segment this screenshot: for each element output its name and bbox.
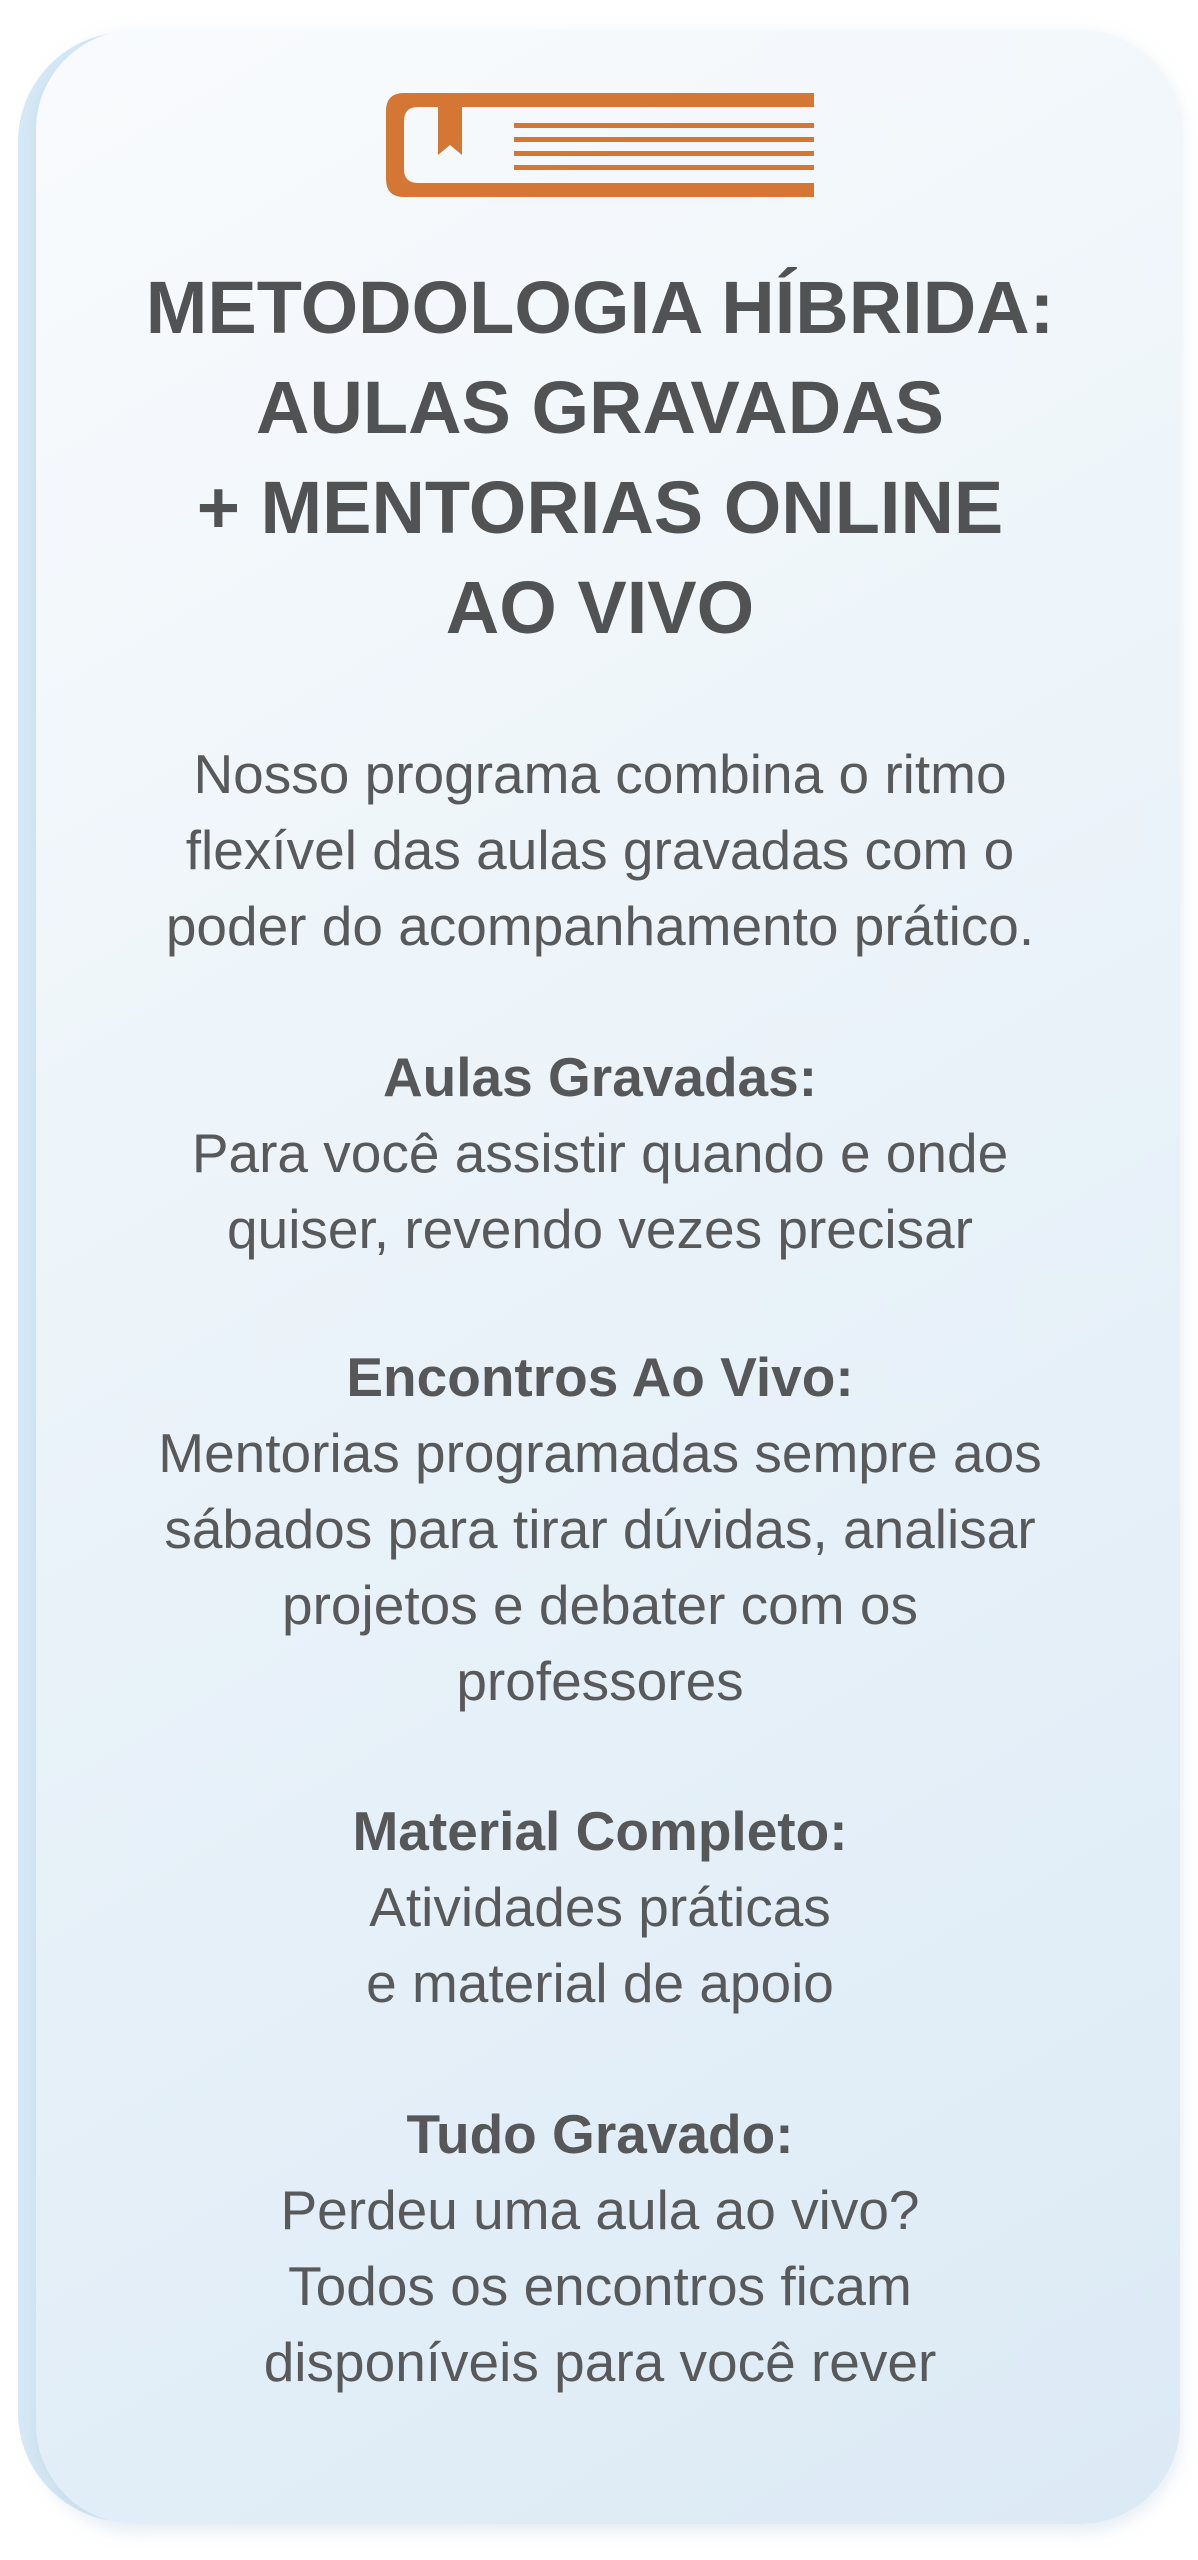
section-aulas-gravadas [60, 1039, 1140, 1267]
intro-line: Nosso programa combina o ritmo [193, 743, 1007, 805]
intro-paragraph [60, 736, 1140, 964]
section-encontros-ao-vivo [60, 1339, 1140, 1719]
title-line: METODOLOGIA HÍBRIDA: [145, 266, 1055, 349]
section-line: Todos os encontros ficam [288, 2255, 912, 2317]
title-line: + MENTORIAS ONLINE [196, 466, 1004, 549]
section-heading: Material Completo: [352, 1800, 848, 1862]
section-line: Mentorias programadas sempre aos [158, 1422, 1042, 1484]
section-line: professores [456, 1650, 744, 1712]
title-line: AO VIVO [445, 566, 755, 649]
title-line: AULAS GRAVADAS [256, 366, 944, 449]
section-line: projetos e debater com os [282, 1574, 918, 1636]
section-line: Para você assistir quando e onde [191, 1122, 1009, 1184]
section-line: disponíveis para você rever [263, 2331, 937, 2393]
section-line: Perdeu uma aula ao vivo? [280, 2179, 920, 2241]
intro-line: poder do acompanhamento prático. [165, 895, 1035, 957]
section-line: sábados para tirar dúvidas, analisar [164, 1498, 1036, 1560]
section-heading: Encontros Ao Vivo: [346, 1346, 854, 1408]
section-line: e material de apoio [366, 1952, 834, 2014]
section-heading: Tudo Gravado: [406, 2103, 794, 2165]
section-line: Atividades práticas [369, 1876, 831, 1938]
page-title [60, 258, 1140, 658]
section-heading: Aulas Gravadas: [382, 1046, 818, 1108]
section-tudo-gravado [60, 2096, 1140, 2400]
book-icon [386, 93, 814, 197]
section-line: quiser, revendo vezes precisar [227, 1198, 973, 1260]
section-material-completo [60, 1793, 1140, 2021]
intro-line: flexível das aulas gravadas com o [185, 819, 1015, 881]
